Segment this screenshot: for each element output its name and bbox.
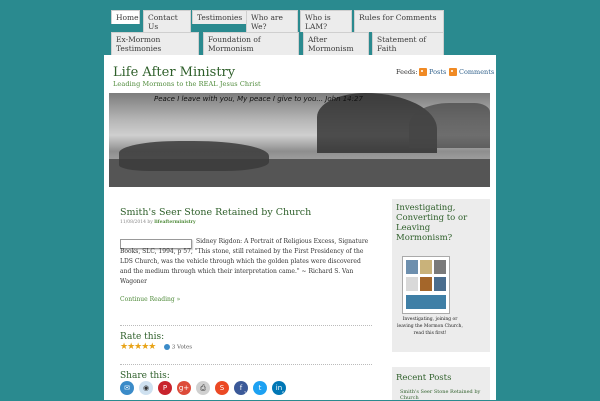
share-count: 2: [244, 391, 247, 396]
post-date: 11/08/2014 by: [120, 220, 153, 225]
share-reddit-button[interactable]: [139, 381, 153, 395]
mail-icon: ✉: [124, 384, 130, 392]
tab-who-are-we[interactable]: [246, 10, 298, 32]
site-tagline: Leading Mormons to the REAL Jesus Christ: [113, 80, 261, 88]
facebook-icon: f: [239, 384, 243, 392]
book-caption: Investigating, joining or leaving the Mormon Church, read this first!: [397, 317, 463, 336]
cover-tile: [406, 260, 418, 274]
print-icon: ⎙: [200, 384, 206, 392]
tab-label: Who are We?: [251, 13, 283, 31]
cover-tile: [420, 277, 432, 291]
tab-label: Rules for Comments: [359, 13, 437, 22]
post-meta: [120, 220, 196, 225]
share-facebook-button[interactable]: [234, 381, 248, 395]
divider: [120, 364, 372, 365]
tab-label: Who is LAM?: [305, 13, 331, 31]
info-icon[interactable]: [164, 344, 170, 350]
share-mail-button[interactable]: [120, 381, 134, 395]
tab-contact-us[interactable]: [143, 10, 191, 32]
share-label: Share this:: [120, 371, 170, 381]
votes-count: 3 Votes: [171, 344, 193, 351]
tab-who-is-lam[interactable]: [300, 10, 352, 32]
divider: [120, 325, 372, 326]
cover-tile: [420, 260, 432, 274]
tab-label: Statement of Faith: [377, 35, 427, 53]
cover-tile: [434, 277, 446, 291]
feeds-label: Feeds:: [396, 68, 418, 76]
tab-testimonies[interactable]: [192, 10, 249, 24]
post-title-link[interactable]: Smith's Seer Stone Retained by Church: [120, 207, 312, 218]
tab-rules-for-comments[interactable]: [354, 10, 444, 32]
reddit-icon: ◉: [142, 384, 150, 392]
sidebar-widget-mormonism: [392, 199, 490, 352]
rate-label: Rate this:: [120, 332, 165, 342]
sidebar-widget-title: Investigating, Converting to or Leaving Mormonism?: [396, 203, 468, 243]
cover-tile: [406, 277, 418, 291]
post-author-link[interactable]: lifeafterministry: [154, 220, 196, 225]
cover-tile: [434, 260, 446, 274]
star-rating[interactable]: ★★★★★: [120, 342, 156, 352]
banner-driftwood: [119, 141, 269, 171]
pinterest-icon: P: [162, 384, 168, 392]
tab-statement-of-faith[interactable]: [372, 32, 444, 55]
book-cover-image[interactable]: [402, 256, 450, 314]
tab-after-mormonism[interactable]: [303, 32, 369, 55]
rating-votes: [164, 344, 192, 351]
share-print-button[interactable]: [196, 381, 210, 395]
google-plus-icon: g+: [178, 384, 190, 392]
tab-label: Ex-Mormon Testimonies: [116, 35, 162, 53]
share-twitter-button[interactable]: [253, 381, 267, 395]
tab-label: Home: [116, 13, 139, 22]
sidebar-recent-posts: [392, 367, 490, 400]
linkedin-icon: in: [275, 384, 283, 392]
tab-home[interactable]: [111, 10, 140, 24]
share-linkedin-button[interactable]: [272, 381, 286, 395]
share-google-plus-button[interactable]: [177, 381, 191, 395]
banner-quote: Peace I leave with you, My peace I give to you... John 14:27: [154, 95, 363, 103]
site-title[interactable]: Life After Ministry: [113, 65, 236, 80]
banner-hill: [409, 103, 490, 148]
post-excerpt: Sidney Rigdon: A Portrait of Religious Excess, Signature Books, SLC, 1994, p 57, "This stone, still retained by the First Presidency of the LDS Church, was the vehicle through which the golden plates were discovered and the medium through which their interpretation came." ~ Richard S. Van Wagoner: [120, 238, 369, 285]
feeds-comments-link[interactable]: Comments: [459, 68, 495, 76]
stumbleupon-icon: S: [219, 384, 225, 392]
tab-label: Testimonies: [197, 13, 243, 22]
recent-post-link[interactable]: Smith's Seer Stone Retained by Church: [400, 389, 481, 401]
tab-label: After Mormonism: [308, 35, 354, 53]
recent-posts-title: Recent Posts: [396, 373, 452, 383]
cover-tile: [406, 295, 446, 309]
twitter-icon: t: [258, 384, 262, 392]
tab-ex-mormon-testimonies[interactable]: [111, 32, 199, 55]
tab-foundation-of-mormonism[interactable]: [203, 32, 299, 55]
feeds-posts-link[interactable]: Posts: [429, 68, 447, 76]
tab-label: Contact Us: [148, 13, 178, 31]
share-stumbleupon-button[interactable]: [215, 381, 229, 395]
continue-reading-link[interactable]: Continue Reading »: [120, 296, 181, 303]
rss-icon[interactable]: [419, 68, 427, 76]
rss-icon[interactable]: [449, 68, 457, 76]
share-count: 5: [282, 391, 285, 396]
page-container: [104, 55, 496, 400]
share-pinterest-button[interactable]: [158, 381, 172, 395]
tab-label: Foundation of Mormonism: [208, 35, 261, 53]
header-banner-image: [109, 93, 490, 187]
